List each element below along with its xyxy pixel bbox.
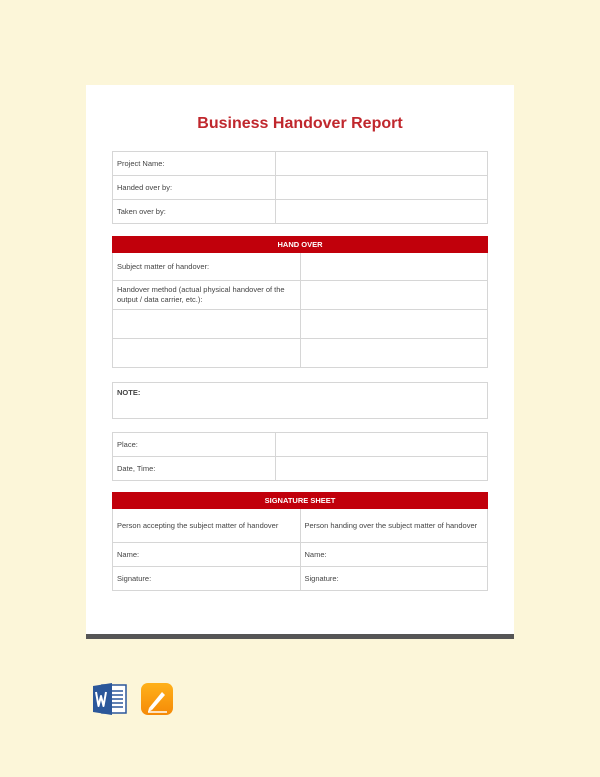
hand-over-header: HAND OVER: [113, 237, 488, 253]
date-time-label: Date, Time:: [113, 457, 276, 481]
table-row: [113, 433, 488, 457]
table-row: [113, 457, 488, 481]
project-info-table: [112, 151, 488, 224]
name-label: Name:: [117, 549, 140, 559]
note-field[interactable]: [113, 383, 488, 419]
word-icon[interactable]: [92, 682, 128, 716]
subject-matter-label: Subject matter of handover:: [113, 253, 301, 281]
table-row: [113, 383, 488, 419]
blank-cell[interactable]: [300, 339, 488, 368]
blank-cell[interactable]: [113, 310, 301, 339]
table-row: [113, 509, 488, 543]
table-row: [113, 152, 488, 176]
taken-over-by-field[interactable]: [276, 200, 488, 224]
handover-method-label: Handover method (actual physical handover of the output / data carrier, etc.):: [113, 281, 301, 310]
note-label: NOTE:: [117, 388, 141, 397]
name-label: Name:: [304, 549, 327, 559]
format-icons: [92, 682, 182, 716]
signature-label: Signature:: [117, 573, 152, 583]
document-page: [86, 85, 514, 634]
name-right-field[interactable]: [300, 543, 488, 567]
pages-icon[interactable]: [140, 682, 174, 716]
handing-person-label: Person handing over the subject matter of handover: [300, 509, 488, 543]
table-row: [113, 543, 488, 567]
table-row: [113, 253, 488, 281]
signature-label: Signature:: [304, 573, 339, 583]
taken-over-by-label: Taken over by:: [113, 200, 276, 224]
signature-right-field[interactable]: [300, 567, 488, 591]
project-name-field[interactable]: [276, 152, 488, 176]
signature-left-field[interactable]: [113, 567, 301, 591]
place-date-table: [112, 432, 488, 481]
table-row: [113, 310, 488, 339]
date-time-field[interactable]: [276, 457, 488, 481]
table-row: [113, 200, 488, 224]
place-label: Place:: [113, 433, 276, 457]
hand-over-table: [112, 236, 488, 368]
signature-sheet-header: SIGNATURE SHEET: [113, 493, 488, 509]
note-table: [112, 382, 488, 419]
place-field[interactable]: [276, 433, 488, 457]
table-row: [113, 281, 488, 310]
document-title: Business Handover Report: [197, 115, 403, 132]
name-left-field[interactable]: [113, 543, 301, 567]
project-name-label: Project Name:: [113, 152, 276, 176]
table-row: [113, 176, 488, 200]
subject-matter-field[interactable]: [300, 253, 488, 281]
handover-method-field[interactable]: [300, 281, 488, 310]
signature-sheet-table: [112, 492, 488, 591]
table-row: [113, 339, 488, 368]
page-bottom-bar: [86, 634, 514, 639]
handed-over-by-label: Handed over by:: [113, 176, 276, 200]
blank-cell[interactable]: [113, 339, 301, 368]
handed-over-by-field[interactable]: [276, 176, 488, 200]
blank-cell[interactable]: [300, 310, 488, 339]
accepting-person-label: Person accepting the subject matter of handover: [113, 509, 301, 543]
table-row: [113, 567, 488, 591]
